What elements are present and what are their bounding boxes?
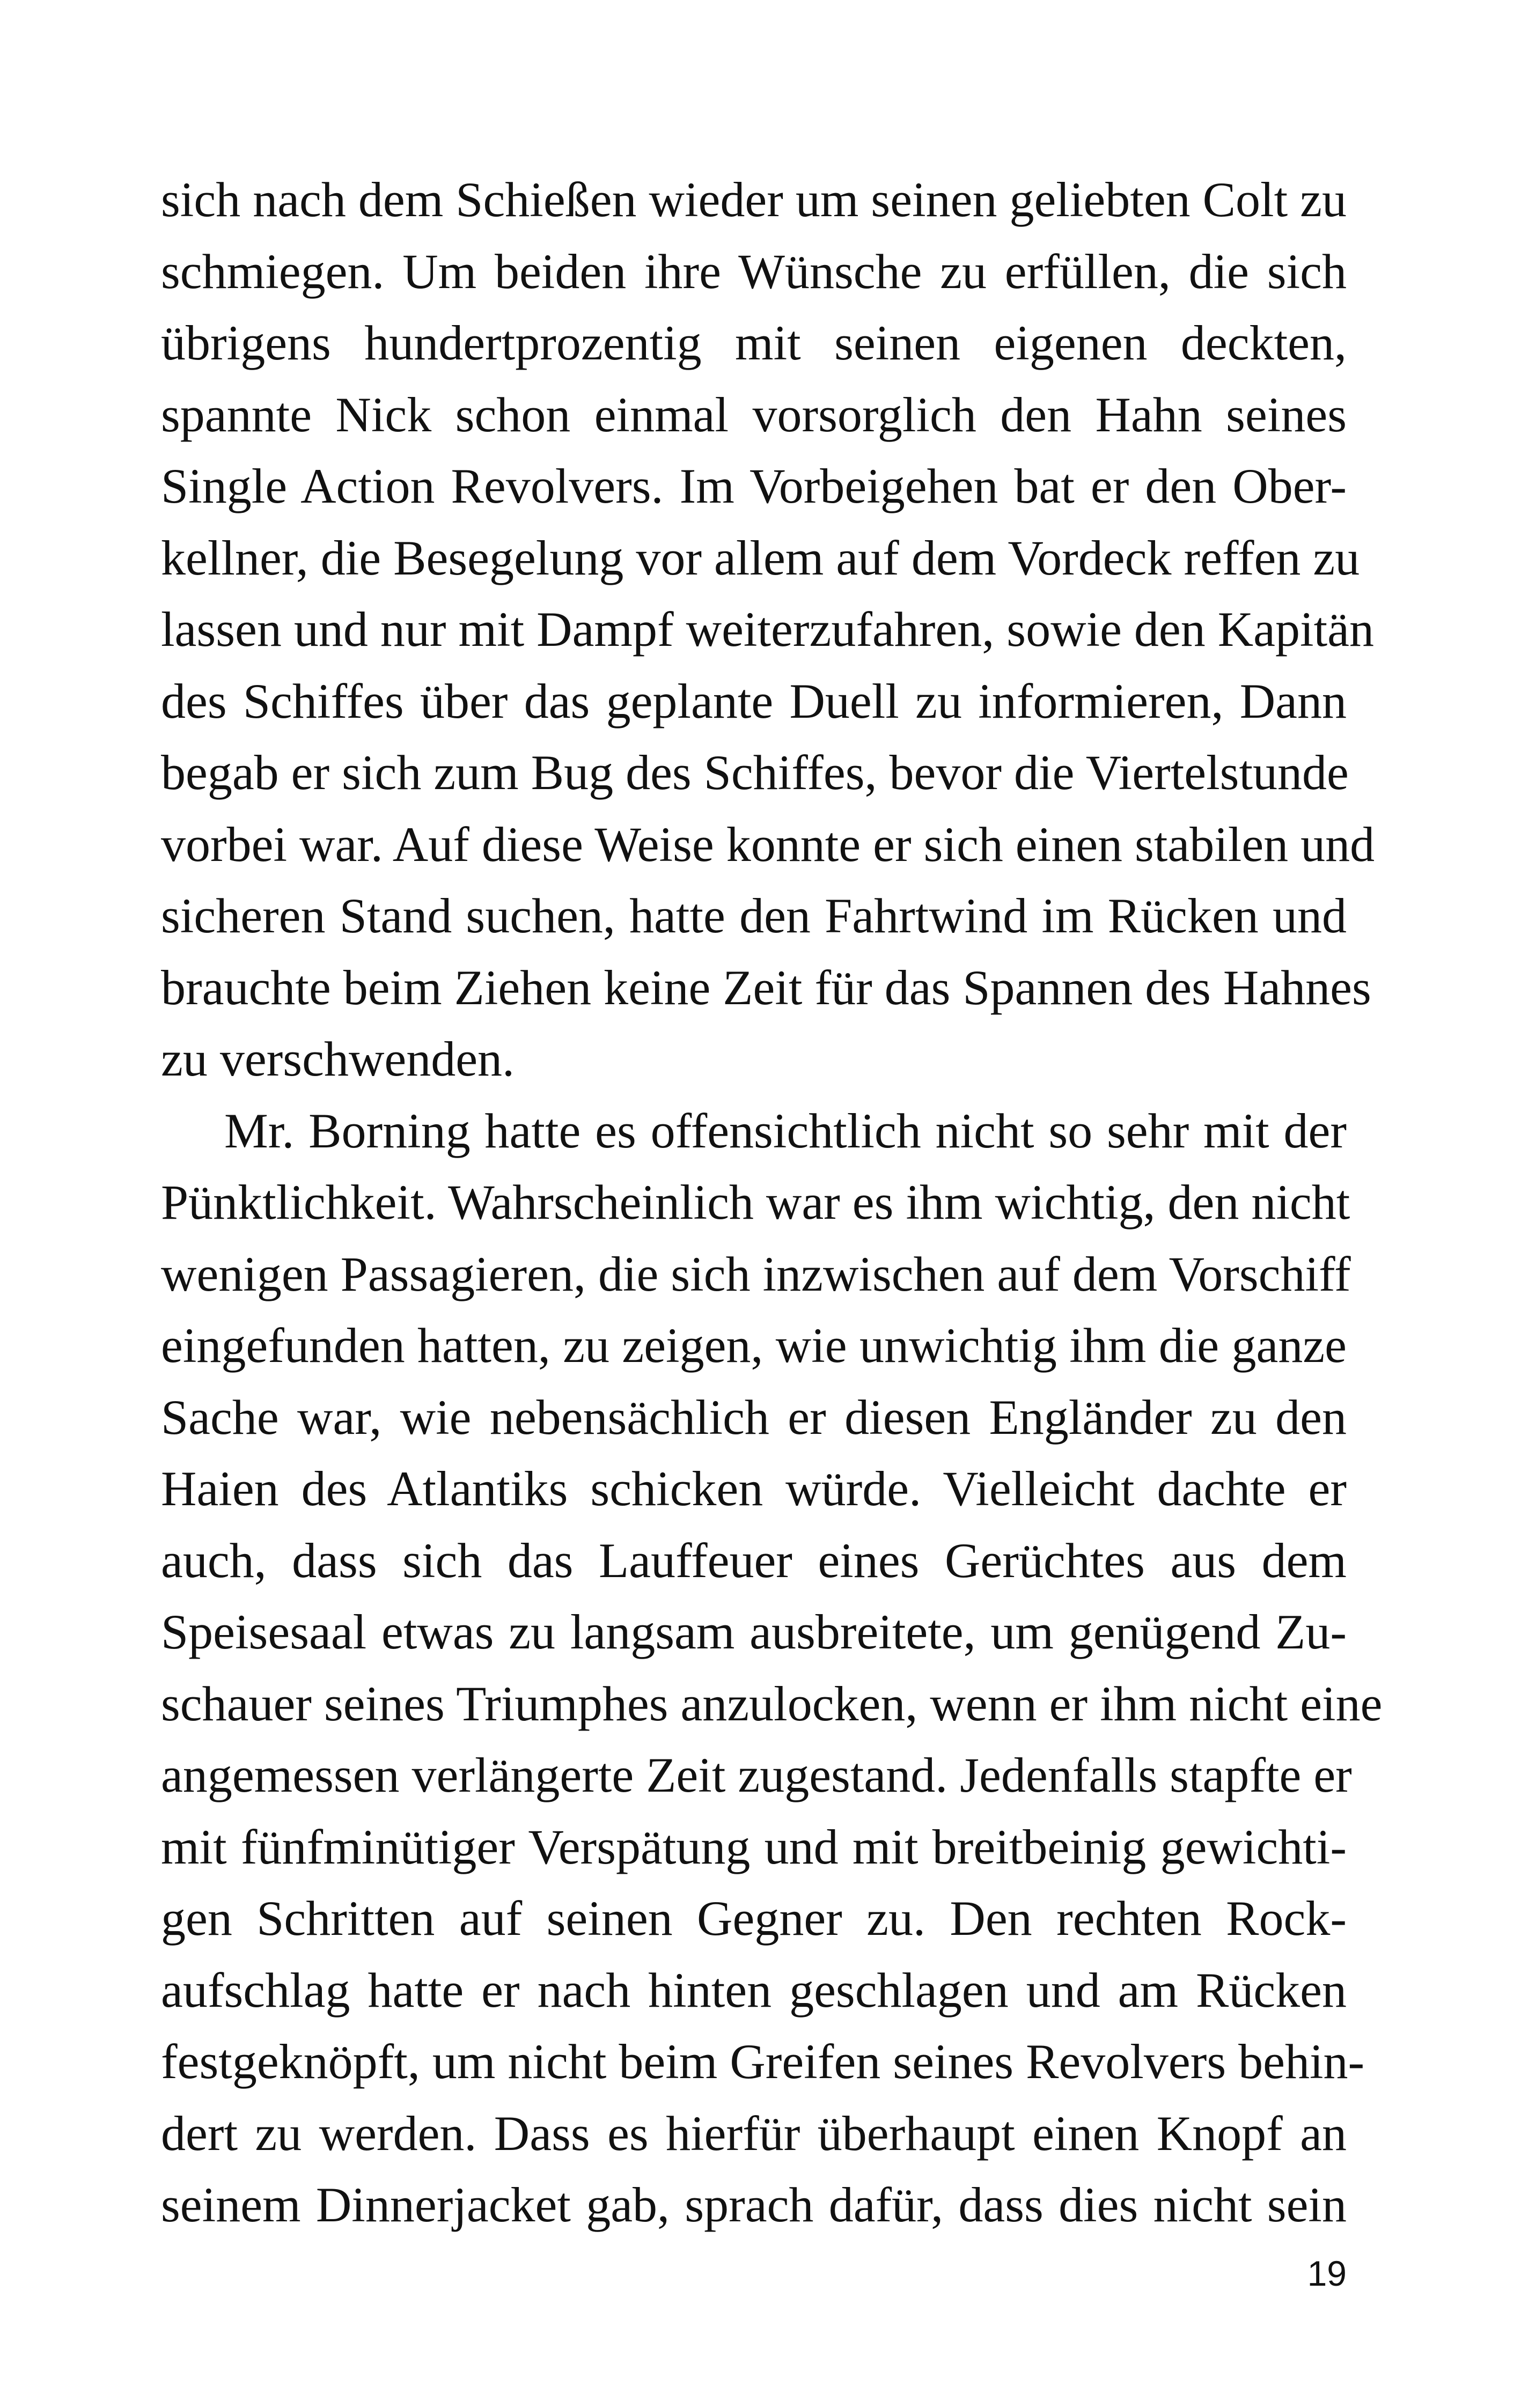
text-line: angemessen verlängerte Zeit zugestand. Jedenfalls stapfte er: [161, 1748, 1352, 1802]
text-line: seinem Dinnerjacket gab, sprach dafür, dass dies nicht sein: [161, 2177, 1347, 2232]
text-line: festgeknöpft, um nicht beim Greifen seines Revolvers behin-: [161, 2034, 1365, 2089]
text-line: mit fünfminütiger Verspätung und mit breitbeinig gewichti-: [161, 1819, 1347, 1874]
text-line: des Schiffes über das geplante Duell zu informieren, Dann: [161, 673, 1347, 728]
text-line: Haien des Atlantiks schicken würde. Vielleicht dachte er: [161, 1461, 1347, 1516]
text-line: lassen und nur mit Dampf weiterzufahren, sowie den Kapitän: [161, 602, 1374, 657]
text-line: sicheren Stand suchen, hatte den Fahrtwind im Rücken und: [161, 888, 1347, 943]
text-line: aufschlag hatte er nach hinten geschlagen und am Rücken: [161, 1962, 1347, 2017]
text-line: dert zu werden. Dass es hierfür überhaupt einen Knopf an: [161, 2105, 1347, 2161]
text-line: schmiegen. Um beiden ihre Wünsche zu erfüllen, die sich: [161, 244, 1347, 299]
text-line: vorbei war. Auf diese Weise konnte er sich einen stabilen und: [161, 816, 1375, 872]
text-line: eingefunden hatten, zu zeigen, wie unwichtig ihm die ganze: [161, 1318, 1347, 1373]
text-line: Speisesaal etwas zu langsam ausbreitete, um genügend Zu-: [161, 1604, 1347, 1659]
text-line: Sache war, wie nebensächlich er diesen Engländer zu den: [161, 1389, 1347, 1445]
text-line: begab er sich zum Bug des Schiffes, bevor die Viertelstunde: [161, 745, 1349, 800]
body-text: [161, 164, 1383, 2241]
text-line: spannte Nick schon einmal vorsorglich den Hahn seines: [161, 387, 1347, 442]
text-line: sich nach dem Schießen wieder um seinen geliebten Colt zu: [161, 172, 1347, 227]
paragraph-1: [161, 164, 1375, 1095]
text-line: auch, dass sich das Lauffeuer eines Gerüchtes aus dem: [161, 1533, 1347, 1588]
paragraph-2: [161, 1095, 1383, 2241]
page-number: 19: [1307, 2254, 1347, 2293]
text-line: kellner, die Besegelung vor allem auf dem Vordeck reffen zu: [161, 530, 1360, 585]
text-line: übrigens hundertprozentig mit seinen eigenen deckten,: [161, 315, 1347, 370]
text-line: brauchte beim Ziehen keine Zeit für das Spannen des Hahnes: [161, 960, 1371, 1015]
text-line: schauer seines Triumphes anzulocken, wenn er ihm nicht eine: [161, 1676, 1383, 1731]
text-line: Mr. Borning hatte es offensichtlich nicht so sehr mit der: [224, 1103, 1347, 1158]
text-line: zu verschwenden.: [161, 1032, 515, 1086]
text-line: Single Action Revolvers. Im Vorbeigehen bat er den Ober-: [161, 459, 1347, 513]
text-line: gen Schritten auf seinen Gegner zu. Den rechten Rock-: [161, 1891, 1347, 1946]
text-line: wenigen Passagieren, die sich inzwischen auf dem Vorschiff: [161, 1246, 1351, 1301]
text-line: Pünktlichkeit. Wahrscheinlich war es ihm wichtig, den nicht: [161, 1175, 1350, 1229]
